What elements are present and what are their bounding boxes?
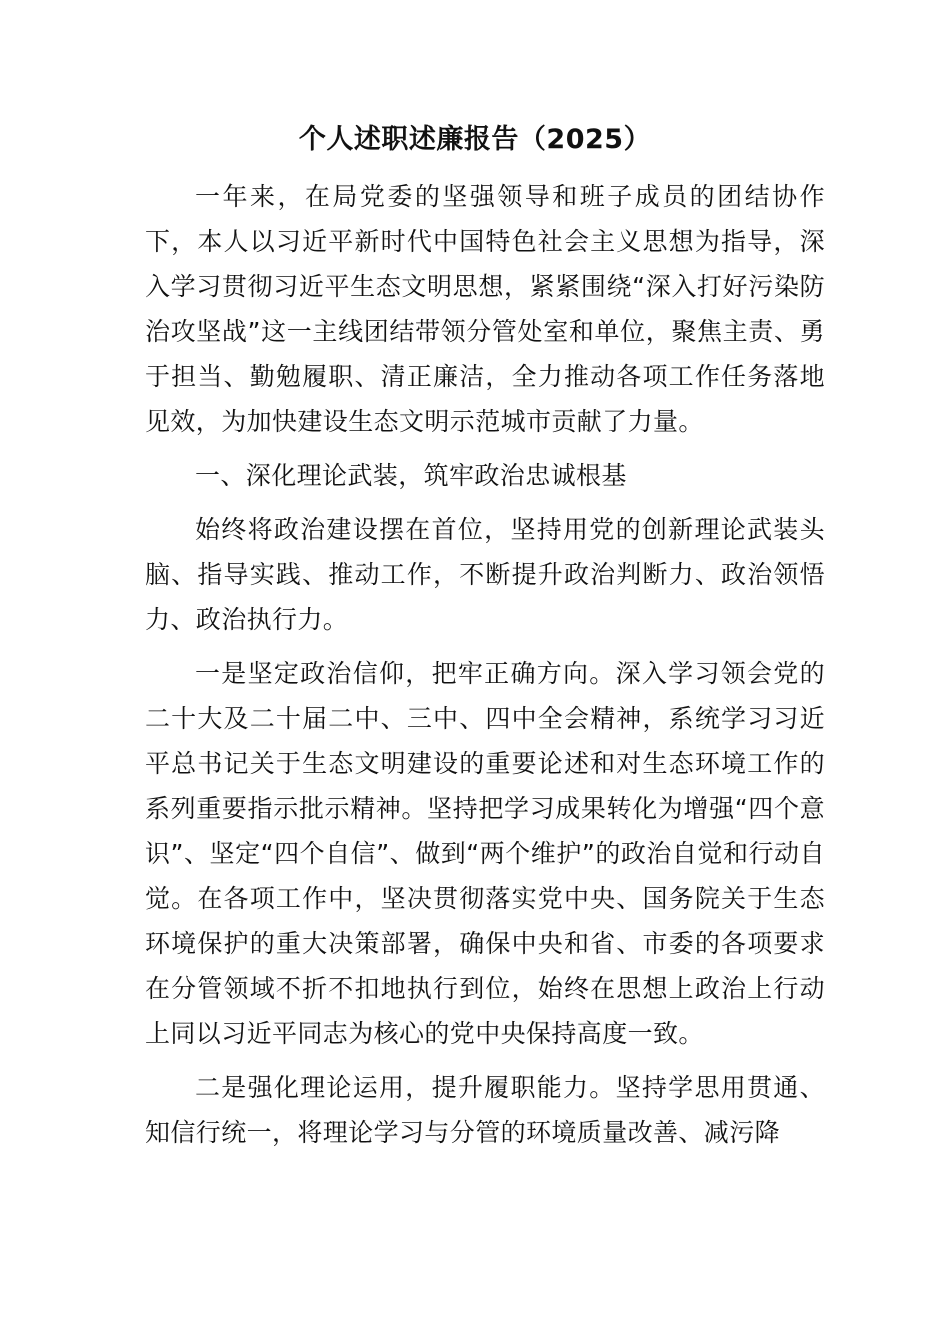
document-body — [145, 174, 825, 1164]
paragraph-intro: 一年来，在局党委的坚强领导和班子成员的团结协作下，本人以习近平新时代中国特色社会主义思想为指导，深入学习贯彻习近平生态文明思想，紧紧围绕“深入打好污染防治攻坚战”这一主线团结带领分管处室和单位，聚焦主责、勇于担当、勤勉履职、清正廉洁，全力推动各项工作任务落地见效，为加快建设生态文明示范城市贡献了力量。 — [145, 182, 825, 436]
paragraph-point-1: 一是坚定政治信仰，把牢正确方向。深入学习领会党的二十大及二十届二中、三中、四中全会精神，系统学习习近平总书记关于生态文明建设的重要论述和对生态环境工作的系列重要指示批示精神。坚持把学习成果转化为增强“四个意识”、坚定“四个自信”、做到“两个维护”的政治自觉和行动自觉。在各项工作中，坚决贯彻落实党中央、国务院关于生态环境保护的重大决策部署，确保中央和省、市委的各项要求在分管领域不折不扣地执行到位，始终在思想上政治上行动上同以习近平同志为核心的党中央保持高度一致。 — [145, 659, 825, 1048]
document-title: 个人述职述廉报告（2025） — [298, 124, 652, 155]
section-heading-1: 一、深化理论武装，筑牢政治忠诚根基 — [195, 461, 627, 490]
paragraph-point-2: 二是强化理论运用，提升履职能力。坚持学思用贯通、知信行统一，将理论学习与分管的环境质量改善、减污降 — [145, 1073, 825, 1147]
paragraph-section-1-summary: 始终将政治建设摆在首位，坚持用党的创新理论武装头脑、指导实践、推动工作，不断提升政治判断力、政治领悟力、政治执行力。 — [145, 515, 825, 634]
